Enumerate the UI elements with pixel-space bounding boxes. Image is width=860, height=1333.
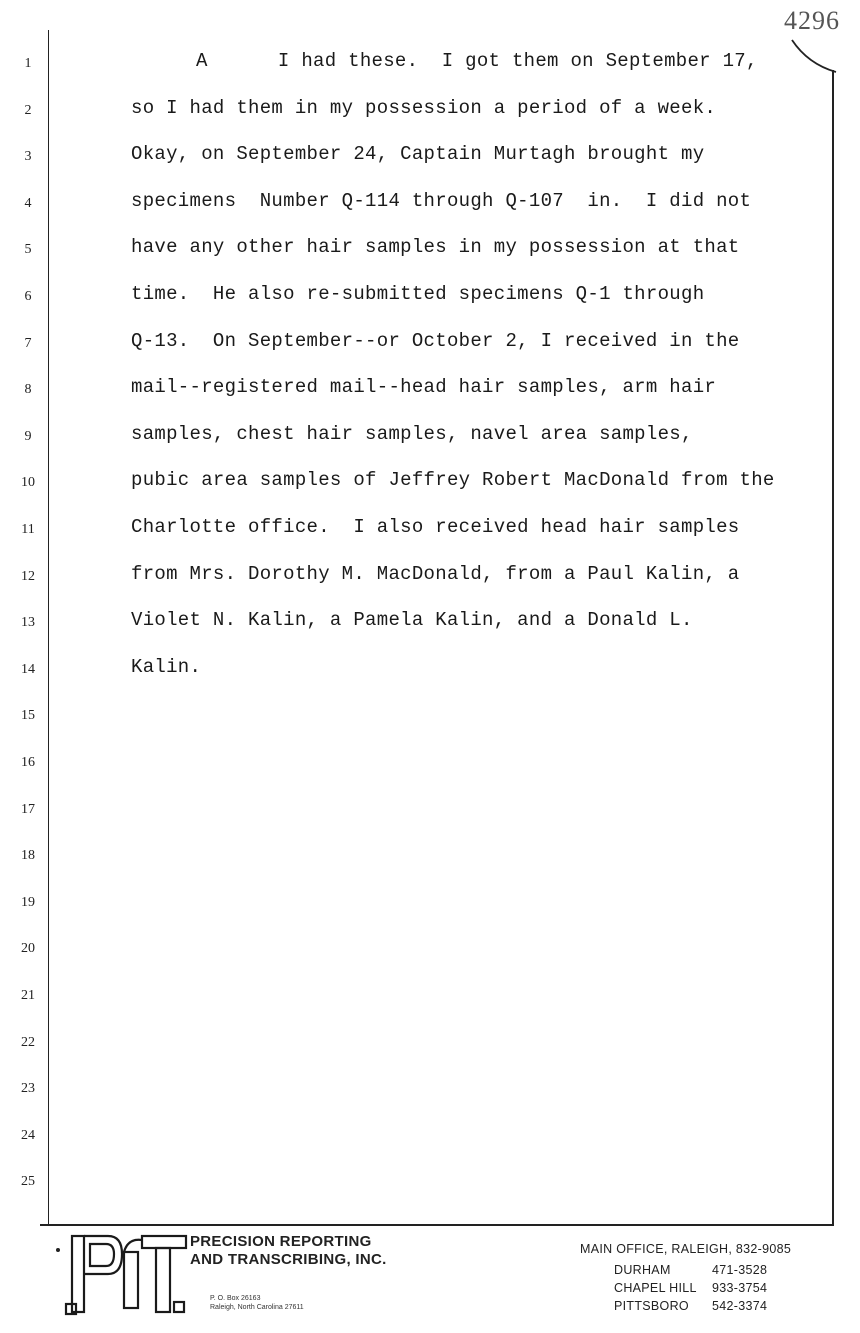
line-number: 15	[21, 708, 35, 724]
office-city: CHAPEL HILL	[614, 1281, 697, 1295]
line-number: 1	[24, 56, 32, 71]
office-pittsboro	[614, 1299, 767, 1313]
office-city: DURHAM	[614, 1263, 671, 1277]
page-border-right	[832, 70, 834, 1225]
company-name-line1: PRECISION REPORTING	[190, 1233, 372, 1250]
line-number: 9	[24, 428, 32, 444]
page-border-left	[48, 30, 49, 1225]
page-corner-curl	[790, 38, 838, 74]
transcript-line: have any other hair samples in my possession at that	[131, 236, 740, 259]
transcript-line: from Mrs. Dorothy M. MacDonald, from a Paul Kalin, a	[131, 562, 740, 585]
page-number: 4296	[784, 6, 840, 35]
line-number: 14	[21, 661, 35, 677]
po-box: P. O. Box 26163	[210, 1295, 261, 1302]
transcript-line: samples, chest hair samples, navel area samples,	[131, 422, 693, 445]
line-number: 19	[21, 894, 35, 910]
office-phone: 471-3528	[712, 1263, 768, 1277]
line-number: 6	[24, 289, 32, 304]
transcript-line: specimens Number Q-114 through Q-107 in. I did not	[131, 189, 752, 212]
line-number: 7	[24, 335, 32, 351]
footer-dot	[56, 1248, 60, 1252]
transcript-line: Violet N. Kalin, a Pamela Kalin, and a Donald L.	[131, 609, 693, 632]
company-logo	[62, 1232, 192, 1318]
line-number: 22	[21, 1034, 35, 1050]
transcript-line: A I had these. I got them on September 17,	[196, 50, 758, 72]
line-number: 18	[21, 848, 35, 864]
office-durham	[614, 1263, 767, 1277]
line-number: 13	[21, 615, 35, 631]
city-state-zip: Raleigh, North Carolina 27611	[210, 1304, 304, 1311]
line-number: 16	[21, 755, 35, 770]
line-number: 23	[21, 1081, 35, 1097]
main-office: MAIN OFFICE, RALEIGH, 832-9085	[580, 1242, 792, 1256]
company-name	[190, 1233, 387, 1269]
transcript-line: Charlotte office. I also received head hair samples	[131, 516, 740, 538]
line-number: 25	[21, 1174, 35, 1190]
line-number: 3	[24, 149, 32, 165]
transcript-line: Q-13. On September--or October 2, I received in the	[131, 329, 740, 352]
transcript-line: Okay, on September 24, Captain Murtagh brought my	[131, 143, 705, 166]
line-number: 24	[21, 1127, 35, 1143]
line-number: 11	[21, 522, 35, 537]
office-chapel-hill	[614, 1281, 767, 1295]
transcript-line: so I had them in my possession a period of a week.	[131, 96, 717, 119]
transcript-line: Kalin.	[131, 655, 202, 678]
line-number: 2	[24, 102, 32, 118]
line-number: 20	[21, 941, 35, 957]
line-number: 21	[21, 988, 35, 1003]
line-number: 5	[24, 242, 32, 258]
office-phone: 542-3374	[712, 1299, 768, 1313]
line-number: 12	[21, 568, 35, 584]
line-number: 8	[24, 382, 32, 398]
company-name-line2: AND TRANSCRIBING, INC.	[190, 1251, 387, 1268]
line-number: 17	[21, 801, 35, 817]
transcript-line: pubic area samples of Jeffrey Robert MacDonald from the	[131, 469, 775, 492]
transcript-line: mail--registered mail--head hair samples, arm hair	[131, 376, 717, 399]
mailing-address	[210, 1294, 304, 1312]
office-phone: 933-3754	[712, 1281, 768, 1295]
office-city: PITTSBORO	[614, 1299, 689, 1313]
line-number: 10	[21, 475, 35, 491]
page-border-bottom	[40, 1224, 834, 1226]
transcript-line: time. He also re-submitted specimens Q-1 through	[131, 283, 705, 305]
line-number: 4	[24, 195, 32, 211]
